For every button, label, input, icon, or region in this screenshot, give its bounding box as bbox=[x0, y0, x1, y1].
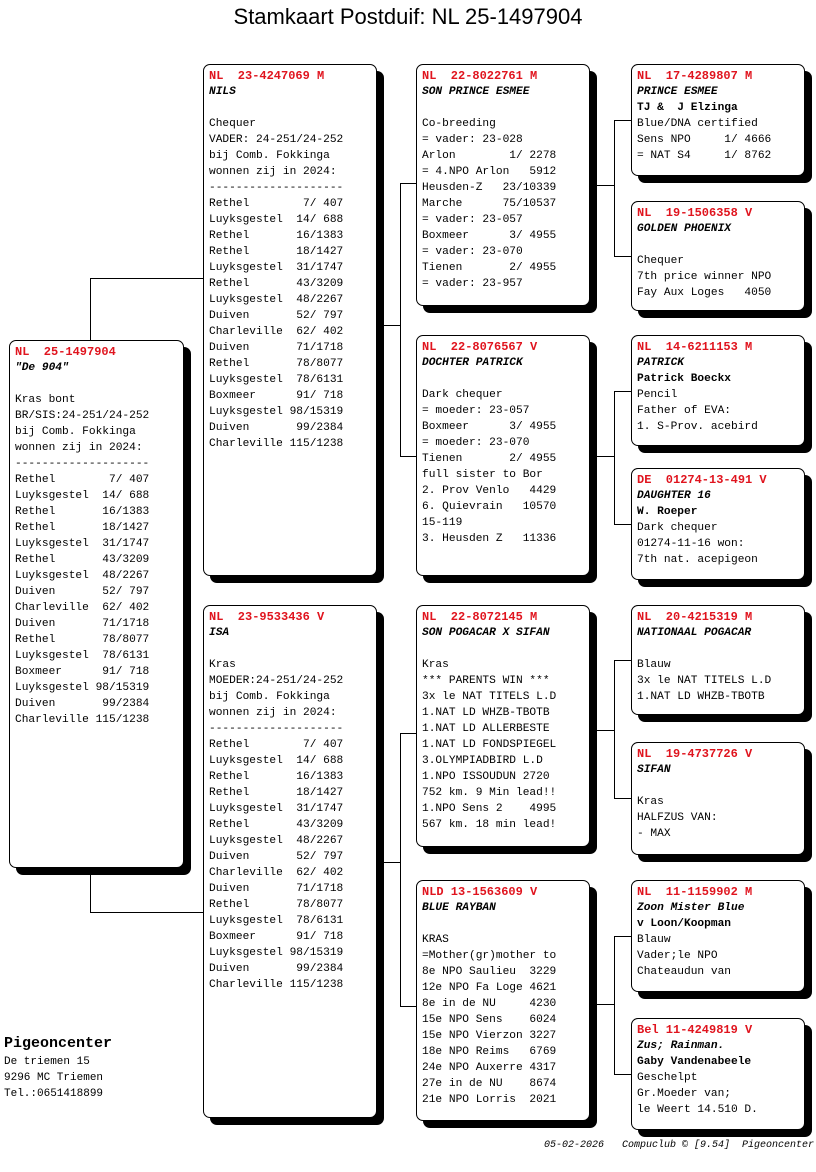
pigeon-info-line: 12e NPO Fa Loge 4621 bbox=[422, 982, 557, 994]
pigeon-info-line: 8e in de NU 4230 bbox=[422, 998, 557, 1010]
pigeon-owner: TJ & J Elzinga bbox=[637, 102, 738, 114]
ring-number: NLD 13-1563609 V bbox=[422, 885, 538, 899]
pigeon-info-line: 2. Prov Venlo 4429 bbox=[422, 485, 557, 497]
pigeon-info-line: Dark chequer bbox=[422, 389, 503, 401]
pigeon-name: GOLDEN PHOENIX bbox=[637, 223, 731, 235]
connector-line bbox=[614, 660, 631, 661]
pigeon-info-line: 15e NPO Sens 6024 bbox=[422, 1014, 557, 1026]
pigeon-info-line: = 4.NPO Arlon 5912 bbox=[422, 166, 557, 178]
pigeon-info-line: = NAT S4 1/ 8762 bbox=[637, 150, 772, 162]
pigeon-info-line: Blauw bbox=[637, 659, 671, 671]
ring-number: NL 23-9533436 V bbox=[209, 610, 325, 624]
pigeon-info-line: Chateaudun van bbox=[637, 966, 731, 978]
pigeon-info-line: 15-119 bbox=[422, 517, 463, 529]
pigeon-info-line: Luyksgestel 48/2267 bbox=[209, 294, 344, 306]
connector-line bbox=[90, 278, 203, 279]
pigeon-info-line: Geschelpt bbox=[637, 1072, 698, 1084]
pigeon-card-fff[interactable] bbox=[631, 64, 805, 176]
pigeon-info-line: Rethel 43/3209 bbox=[209, 278, 344, 290]
pigeon-info-line: Boxmeer 91/ 718 bbox=[209, 390, 344, 402]
pigeon-info-line: 1.NPO ISSOUDUN 2720 bbox=[422, 771, 550, 783]
pigeon-info-line: 21e NPO Lorris 2021 bbox=[422, 1094, 557, 1106]
breeder-address: De triemen 15 bbox=[4, 1056, 90, 1068]
ring-number: Bel 11-4249819 V bbox=[637, 1023, 753, 1037]
pigeon-card-mother-father[interactable] bbox=[416, 605, 590, 847]
pigeon-card-mff[interactable] bbox=[631, 605, 805, 715]
pigeon-info-line: 7th price winner NPO bbox=[637, 271, 772, 283]
pigeon-info-line: Rethel 18/1427 bbox=[209, 246, 344, 258]
pigeon-info-line: Kras bont bbox=[15, 394, 76, 406]
pigeon-name: "De 904" bbox=[15, 362, 69, 374]
pigeon-info-line: Chequer bbox=[209, 118, 256, 130]
pigeon-info-line bbox=[422, 641, 586, 657]
page-title: Stamkaart Postduif: NL 25-1497904 bbox=[233, 4, 583, 29]
pigeon-info-line: Luyksgestel 31/1747 bbox=[209, 803, 344, 815]
pigeon-info-line: Luyksgestel 14/ 688 bbox=[209, 755, 344, 767]
pigeon-info-line: Luyksgestel 78/6131 bbox=[209, 915, 344, 927]
pigeon-info-line bbox=[209, 100, 373, 116]
ring-number: NL 19-1506358 V bbox=[637, 206, 753, 220]
pigeon-info-line: 3x le NAT TITELS L.D bbox=[422, 691, 557, 703]
pigeon-info-line: KRAS bbox=[422, 934, 449, 946]
pigeon-info-line: Rethel 78/8077 bbox=[15, 634, 150, 646]
pigeon-info-line: Sens NPO 1/ 4666 bbox=[637, 134, 772, 146]
pigeon-info-line: Charleville 62/ 402 bbox=[209, 867, 344, 879]
connector-line bbox=[614, 936, 631, 937]
pigeon-info-line: = vader: 23-070 bbox=[422, 246, 523, 258]
pigeon-info-line: Tienen 2/ 4955 bbox=[422, 262, 557, 274]
pigeon-info-line: = moeder: 23-057 bbox=[422, 405, 530, 417]
pigeon-info-line: Rethel 7/ 407 bbox=[209, 739, 344, 751]
pigeon-info-line: Dark chequer bbox=[637, 522, 718, 534]
pigeon-info-line: Rethel 7/ 407 bbox=[209, 198, 344, 210]
pigeon-info-line: Rethel 16/1383 bbox=[209, 771, 344, 783]
pigeon-info-line: 1.NAT LD WHZB-TBOTB bbox=[422, 707, 550, 719]
pigeon-info-line: Blue/DNA certified bbox=[637, 118, 758, 130]
pigeon-info-line: 3x le NAT TITELS L.D bbox=[637, 675, 772, 687]
pigeon-card-father-mother[interactable] bbox=[416, 335, 590, 576]
pigeon-info-line: 15e NPO Vierzon 3227 bbox=[422, 1030, 557, 1042]
ring-number: NL 14-6211153 M bbox=[637, 340, 753, 354]
pigeon-info-line: 752 km. 9 Min lead!! bbox=[422, 787, 557, 799]
pigeon-info-line bbox=[637, 641, 801, 657]
breeder-city: 9296 MC Triemen bbox=[4, 1072, 104, 1084]
pigeon-card-mmf[interactable] bbox=[631, 880, 805, 992]
ring-number: DE 01274-13-491 V bbox=[637, 473, 767, 487]
pigeon-card-fmm[interactable] bbox=[631, 468, 805, 580]
pigeon-name: PATRICK bbox=[637, 357, 684, 369]
pigeon-info-line: 18e NPO Reims 6769 bbox=[422, 1046, 557, 1058]
ring-number: NL 22-8072145 M bbox=[422, 610, 538, 624]
pigeon-info-line: Duiven 71/1718 bbox=[209, 883, 344, 895]
ring-number: NL 11-1159902 M bbox=[637, 885, 753, 899]
pigeon-info-line: = vader: 23-028 bbox=[422, 134, 523, 146]
pigeon-card-father-father[interactable] bbox=[416, 64, 590, 306]
pigeon-info-line: Arlon 1/ 2278 bbox=[422, 150, 557, 162]
breeder-name: Pigeoncenter bbox=[4, 1035, 113, 1052]
pigeon-info-line: 6. Quievrain 10570 bbox=[422, 501, 557, 513]
pigeon-card-root[interactable] bbox=[9, 340, 184, 868]
pigeon-name: Zoon Mister Blue bbox=[637, 902, 745, 914]
pigeon-info-line: Tienen 2/ 4955 bbox=[422, 453, 557, 465]
connector-line bbox=[596, 1004, 614, 1005]
ring-number: NL 23-4247069 M bbox=[209, 69, 325, 83]
pigeon-name: Zus; Rainman. bbox=[637, 1040, 725, 1052]
pigeon-info-line: Duiven 99/2384 bbox=[209, 422, 344, 434]
pigeon-info-line: Charleville 62/ 402 bbox=[15, 602, 150, 614]
pigeon-card-ffm[interactable] bbox=[631, 201, 805, 311]
pigeon-name: BLUE RAYBAN bbox=[422, 902, 496, 914]
pigeon-info-line: Rethel 16/1383 bbox=[209, 230, 344, 242]
pigeon-owner: Gaby Vandenabeele bbox=[637, 1056, 752, 1068]
pigeon-info-line: Luyksgestel 31/1747 bbox=[15, 538, 150, 550]
pigeon-info-line: Heusden-Z 23/10339 bbox=[422, 182, 557, 194]
pigeon-info-line: 1.NPO Sens 2 4995 bbox=[422, 803, 557, 815]
pigeon-info-line: 1.NAT LD WHZB-TBOTB bbox=[637, 691, 765, 703]
pigeon-info-line: MOEDER:24-251/24-252 bbox=[209, 675, 344, 687]
pigeon-info-line: 3.OLYMPIADBIRD L.D bbox=[422, 755, 543, 767]
pigeon-info-line: Co-breeding bbox=[422, 118, 496, 130]
pigeon-info-line: Luyksgestel 48/2267 bbox=[15, 570, 150, 582]
pigeon-card-fmf[interactable] bbox=[631, 335, 805, 446]
ring-number: NL 20-4215319 M bbox=[637, 610, 753, 624]
pigeon-info-line bbox=[637, 237, 801, 253]
connector-line bbox=[90, 278, 91, 340]
pigeon-info-line: 01274-11-16 won: bbox=[637, 538, 745, 550]
pigeon-info-line: Duiven 99/2384 bbox=[209, 963, 344, 975]
ring-number: NL 22-8022761 M bbox=[422, 69, 538, 83]
pigeon-info-line: 567 km. 18 min lead! bbox=[422, 819, 557, 831]
pigeon-info-line: Charleville 115/1238 bbox=[15, 714, 150, 726]
pigeon-info-line: Gr.Moeder van; bbox=[637, 1088, 731, 1100]
pigeon-name: PRINCE ESMEE bbox=[637, 86, 718, 98]
connector-line bbox=[614, 1074, 631, 1075]
pigeon-info-line: =Mother(gr)mother to bbox=[422, 950, 557, 962]
connector-line bbox=[614, 391, 615, 524]
pigeon-name: SIFAN bbox=[637, 764, 671, 776]
pigeon-info-line: bij Comb. Fokkinga bbox=[15, 426, 136, 438]
pigeon-info-line: Vader;le NPO bbox=[637, 950, 718, 962]
connector-line bbox=[614, 391, 631, 392]
pigeon-info-line bbox=[422, 100, 586, 116]
connector-line bbox=[596, 185, 614, 186]
pigeon-card-mmm[interactable] bbox=[631, 1018, 805, 1130]
pigeon-info-line: Boxmeer 91/ 718 bbox=[15, 666, 150, 678]
pigeon-info-line bbox=[422, 371, 586, 387]
pigeon-info-line bbox=[209, 641, 373, 657]
pigeon-info-line: 1.NAT LD FONDSPIEGEL bbox=[422, 739, 557, 751]
connector-line bbox=[383, 325, 400, 326]
pigeon-info-line: Rethel 18/1427 bbox=[15, 522, 150, 534]
pigeon-info-line: 3. Heusden Z 11336 bbox=[422, 533, 557, 545]
pigeon-name: DAUGHTER 16 bbox=[637, 490, 711, 502]
pigeon-info-line: HALFZUS VAN: bbox=[637, 812, 718, 824]
pigeon-owner: Patrick Boeckx bbox=[637, 373, 731, 385]
pigeon-info-line: wonnen zij in 2024: bbox=[209, 707, 337, 719]
connector-line bbox=[614, 120, 615, 256]
pigeon-info-line: Kras bbox=[209, 659, 236, 671]
pigeon-info-line: Charleville 115/1238 bbox=[209, 438, 344, 450]
pigeon-info-line: Duiven 71/1718 bbox=[15, 618, 150, 630]
connector-line bbox=[90, 868, 91, 912]
pigeon-info-line: Duiven 99/2384 bbox=[15, 698, 150, 710]
pigeon-info-line: Rethel 18/1427 bbox=[209, 787, 344, 799]
pigeon-name: NATIONAAL POGACAR bbox=[637, 627, 752, 639]
pigeon-info-line: Luyksgestel 98/15319 bbox=[209, 406, 344, 418]
pigeon-info-line: Luyksgestel 78/6131 bbox=[209, 374, 344, 386]
pigeon-info-line: Luyksgestel 78/6131 bbox=[15, 650, 150, 662]
connector-line bbox=[400, 733, 416, 734]
pigeon-info-line: full sister to Bor bbox=[422, 469, 543, 481]
connector-line bbox=[614, 256, 631, 257]
pigeon-info-line: Kras bbox=[637, 796, 664, 808]
pigeon-info-line: 1.NAT LD ALLERBESTE bbox=[422, 723, 550, 735]
ring-number: NL 19-4737726 V bbox=[637, 747, 753, 761]
pigeon-card-mother-mother[interactable] bbox=[416, 880, 590, 1121]
pigeon-info-line: Duiven 52/ 797 bbox=[15, 586, 150, 598]
pigeon-info-line: = vader: 23-957 bbox=[422, 278, 523, 290]
breeder-phone: Tel.:0651418899 bbox=[4, 1088, 104, 1100]
pigeon-name: NILS bbox=[209, 86, 236, 98]
pigeon-info-line: Duiven 71/1718 bbox=[209, 342, 344, 354]
pigeon-card-father[interactable] bbox=[203, 64, 377, 576]
connector-line bbox=[614, 660, 615, 798]
pigeon-info-line: wonnen zij in 2024: bbox=[209, 166, 337, 178]
pigeon-info-line: - MAX bbox=[637, 828, 671, 840]
connector-line bbox=[400, 1006, 416, 1007]
connector-line bbox=[400, 183, 401, 456]
pigeon-info-line: wonnen zij in 2024: bbox=[15, 442, 143, 454]
pigeon-info-line: 8e NPO Saulieu 3229 bbox=[422, 966, 557, 978]
pigeon-info-line: 1. S-Prov. acebird bbox=[637, 421, 758, 433]
pigeon-info-line bbox=[637, 778, 801, 794]
pigeon-info-line: -------------------- bbox=[209, 723, 344, 735]
connector-line bbox=[400, 456, 416, 457]
pigeon-info-line: 27e in de NU 8674 bbox=[422, 1078, 557, 1090]
ring-number: NL 25-1497904 bbox=[15, 345, 116, 359]
pigeon-info-line: Rethel 16/1383 bbox=[15, 506, 150, 518]
pigeon-info-line: Luyksgestel 14/ 688 bbox=[15, 490, 150, 502]
pigeon-info-line: Marche 75/10537 bbox=[422, 198, 557, 210]
ring-number: NL 22-8076567 V bbox=[422, 340, 538, 354]
pigeon-owner: W. Roeper bbox=[637, 506, 698, 518]
pigeon-info-line: 7th nat. acepigeon bbox=[637, 554, 758, 566]
pigeon-info-line: VADER: 24-251/24-252 bbox=[209, 134, 344, 146]
connector-line bbox=[383, 862, 400, 863]
pigeon-info-line: Luyksgestel 31/1747 bbox=[209, 262, 344, 274]
pigeon-info-line: bij Comb. Fokkinga bbox=[209, 691, 330, 703]
pigeon-info-line: Rethel 78/8077 bbox=[209, 358, 344, 370]
pigeon-info-line: Luyksgestel 14/ 688 bbox=[209, 214, 344, 226]
pigeon-info-line: Pencil bbox=[637, 389, 678, 401]
pigeon-name: ISA bbox=[209, 627, 230, 639]
pigeon-name: SON PRINCE ESMEE bbox=[422, 86, 530, 98]
pigeon-info-line: BR/SIS:24-251/24-252 bbox=[15, 410, 150, 422]
pigeon-name: DOCHTER PATRICK bbox=[422, 357, 523, 369]
connector-line bbox=[400, 733, 401, 1006]
pigeon-info-line: 24e NPO Auxerre 4317 bbox=[422, 1062, 557, 1074]
pigeon-info-line: Boxmeer 91/ 718 bbox=[209, 931, 344, 943]
connector-line bbox=[90, 912, 203, 913]
connector-line bbox=[614, 936, 615, 1074]
connector-line bbox=[596, 456, 614, 457]
connector-line bbox=[596, 730, 614, 731]
pigeon-info-line: Charleville 62/ 402 bbox=[209, 326, 344, 338]
pigeon-info-line: Luyksgestel 48/2267 bbox=[209, 835, 344, 847]
pigeon-info-line: = moeder: 23-070 bbox=[422, 437, 530, 449]
pigeon-info-line: Fay Aux Loges 4050 bbox=[637, 287, 772, 299]
pigeon-info-line: Kras bbox=[422, 659, 449, 671]
pigeon-info-line: Chequer bbox=[637, 255, 684, 267]
pigeon-info-line: Charleville 115/1238 bbox=[209, 979, 344, 991]
pigeon-info-line: -------------------- bbox=[209, 182, 344, 194]
breeder-info bbox=[4, 1034, 112, 1102]
pigeon-info-line: -------------------- bbox=[15, 458, 150, 470]
pigeon-info-line: *** PARENTS WIN *** bbox=[422, 675, 550, 687]
pigeon-info-line: Boxmeer 3/ 4955 bbox=[422, 230, 557, 242]
pigeon-info-line: Luyksgestel 98/15319 bbox=[209, 947, 344, 959]
pigeon-card-mfm[interactable] bbox=[631, 742, 805, 855]
connector-line bbox=[614, 120, 631, 121]
pigeon-info-line: Rethel 78/8077 bbox=[209, 899, 344, 911]
pigeon-info-line: Duiven 52/ 797 bbox=[209, 310, 344, 322]
ring-number: NL 17-4289807 M bbox=[637, 69, 753, 83]
pigeon-info-line: Duiven 52/ 797 bbox=[209, 851, 344, 863]
footer-credit: 05-02-2026 Compuclub © [9.54] Pigeoncenter bbox=[543, 1140, 814, 1151]
pigeon-info-line: Rethel 7/ 407 bbox=[15, 474, 150, 486]
pigeon-info-line: Rethel 43/3209 bbox=[15, 554, 150, 566]
pigeon-info-line: Boxmeer 3/ 4955 bbox=[422, 421, 557, 433]
pigeon-info-line: le Weert 14.510 D. bbox=[637, 1104, 758, 1116]
connector-line bbox=[614, 798, 631, 799]
pigeon-info-line: Luyksgestel 98/15319 bbox=[15, 682, 150, 694]
pigeon-info-line: Rethel 43/3209 bbox=[209, 819, 344, 831]
connector-line bbox=[400, 183, 416, 184]
pigeon-owner: v Loon/Koopman bbox=[637, 918, 731, 930]
pigeon-info-line: = vader: 23-057 bbox=[422, 214, 523, 226]
pigeon-info-line: Blauw bbox=[637, 934, 671, 946]
pigeon-info-line: Father of EVA: bbox=[637, 405, 731, 417]
pigeon-name: SON POGACAR X SIFAN bbox=[422, 627, 550, 639]
pigeon-info-line: bij Comb. Fokkinga bbox=[209, 150, 330, 162]
pigeon-info-line bbox=[15, 376, 180, 392]
connector-line bbox=[614, 524, 631, 525]
pigeon-info-line bbox=[422, 916, 586, 932]
pigeon-card-mother[interactable] bbox=[203, 605, 377, 1118]
